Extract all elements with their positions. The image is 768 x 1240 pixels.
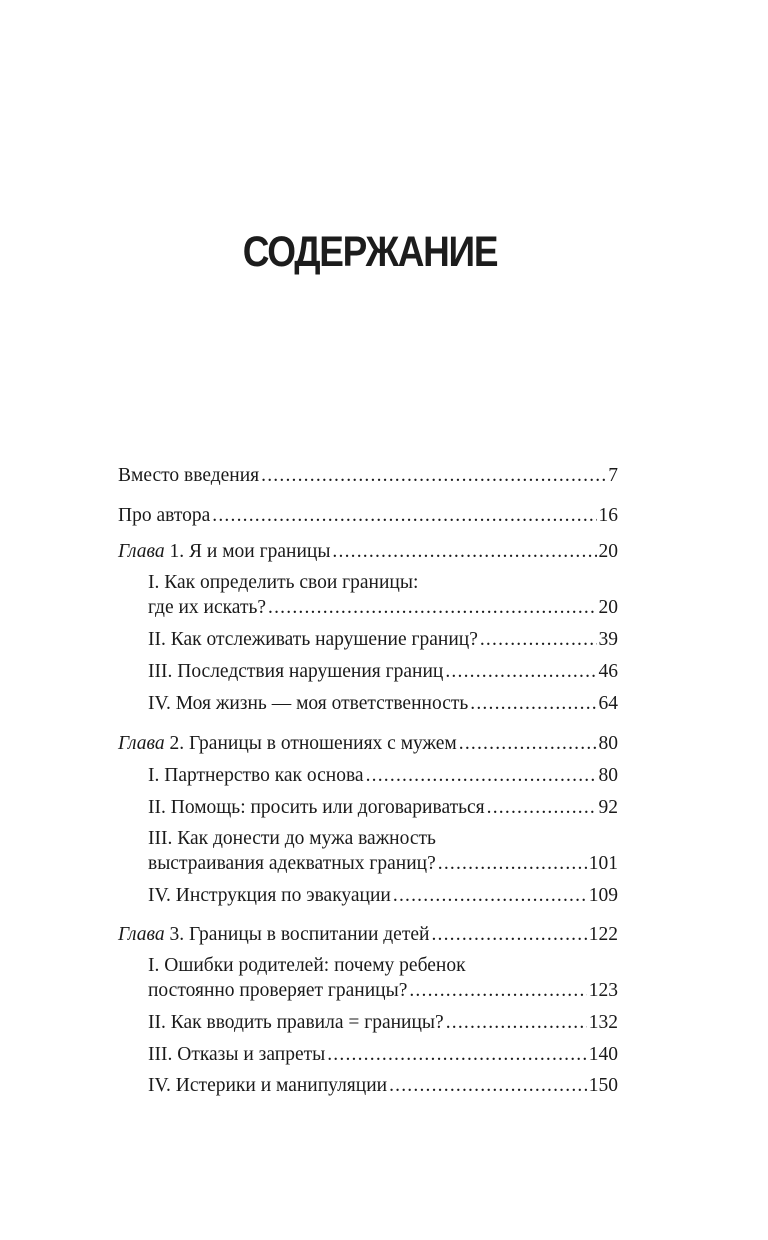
leader-dots <box>268 595 596 620</box>
toc-chapter-1[interactable] <box>118 539 618 564</box>
leader-dots <box>487 795 597 820</box>
leader-dots <box>332 539 596 564</box>
toc-chapter-3[interactable] <box>118 922 618 947</box>
leader-dots <box>409 978 586 1003</box>
leader-dots <box>480 627 597 652</box>
page-title: СОДЕРЖАНИЕ <box>242 228 498 276</box>
page-number: 123 <box>588 980 618 1001</box>
toc-section-2-3[interactable] <box>118 826 618 876</box>
toc-section-2-2[interactable] <box>118 795 618 820</box>
entry-title-line1: III. Как донести до мужа важность <box>148 828 436 849</box>
page-number: 122 <box>588 924 618 945</box>
entry-title: IV. Истерики и манипуляции <box>148 1075 388 1096</box>
toc-section-3-1[interactable] <box>118 953 618 1003</box>
entry-title: IV. Моя жизнь — моя ответственность <box>148 693 469 714</box>
entry-title: III. Отказы и запреты <box>148 1044 326 1065</box>
toc-section-1-1[interactable] <box>118 570 618 620</box>
toc-entry-intro[interactable] <box>118 463 618 488</box>
entry-title: Про автора <box>118 505 211 526</box>
entry-title: 1. Я и мои границы <box>169 541 331 562</box>
entry-title: II. Помощь: просить или договариваться <box>148 797 485 818</box>
leader-dots <box>261 463 606 488</box>
entry-title-line1: I. Как определить свои границы: <box>148 572 419 593</box>
page-number: 109 <box>588 885 618 906</box>
leader-dots <box>393 883 587 908</box>
page-number: 132 <box>588 1012 618 1033</box>
toc-section-3-3[interactable] <box>118 1042 618 1067</box>
page-number: 92 <box>598 797 618 818</box>
page-number: 80 <box>598 765 618 786</box>
toc-section-2-1[interactable] <box>118 763 618 788</box>
leader-dots <box>327 1042 587 1067</box>
leader-dots <box>389 1073 587 1098</box>
entry-title-line1: I. Ошибки родителей: почему ребенок <box>148 955 466 976</box>
page-number: 140 <box>588 1044 618 1065</box>
page-number: 150 <box>588 1075 618 1096</box>
entry-title: I. Партнерство как основа <box>148 765 364 786</box>
page-number: 46 <box>598 661 618 682</box>
toc-section-2-4[interactable] <box>118 883 618 908</box>
toc-section-1-3[interactable] <box>118 659 618 684</box>
chapter-prefix: Глава <box>118 541 165 562</box>
entry-title: постоянно проверяет границы? <box>148 980 408 1001</box>
toc-section-1-4[interactable] <box>118 691 618 716</box>
page-number: 80 <box>598 733 618 754</box>
leader-dots <box>438 851 587 876</box>
toc-section-1-2[interactable] <box>118 627 618 652</box>
chapter-prefix: Глава <box>118 733 165 754</box>
toc-entry-author[interactable] <box>118 503 618 528</box>
leader-dots <box>445 659 596 684</box>
entry-title: IV. Инструкция по эвакуации <box>148 885 391 906</box>
page-number: 64 <box>598 693 618 714</box>
page-number: 39 <box>598 629 618 650</box>
leader-dots <box>459 731 597 756</box>
entry-title: Вместо введения <box>118 465 260 486</box>
entry-title: выстраивания адекватных границ? <box>148 853 436 874</box>
entry-title: III. Последствия нарушения границ <box>148 661 444 682</box>
leader-dots <box>366 763 597 788</box>
page-number: 20 <box>598 597 618 618</box>
page-number: 20 <box>598 541 618 562</box>
entry-title: II. Как вводить правила = границы? <box>148 1012 444 1033</box>
toc-section-3-2[interactable] <box>118 1010 618 1035</box>
entry-title: где их искать? <box>148 597 267 618</box>
entry-title: 3. Границы в воспитании детей <box>169 924 430 945</box>
page-number: 7 <box>608 465 618 486</box>
leader-dots <box>446 1010 587 1035</box>
toc-chapter-2[interactable] <box>118 731 618 756</box>
leader-dots <box>470 691 596 716</box>
page-number: 16 <box>598 505 618 526</box>
toc-section-3-4[interactable] <box>118 1073 618 1098</box>
page-number: 101 <box>588 853 618 874</box>
chapter-prefix: Глава <box>118 924 165 945</box>
entry-title: II. Как отслеживать нарушение границ? <box>148 629 478 650</box>
leader-dots <box>212 503 596 528</box>
entry-title: 2. Границы в отношениях с мужем <box>169 733 457 754</box>
leader-dots <box>431 922 586 947</box>
